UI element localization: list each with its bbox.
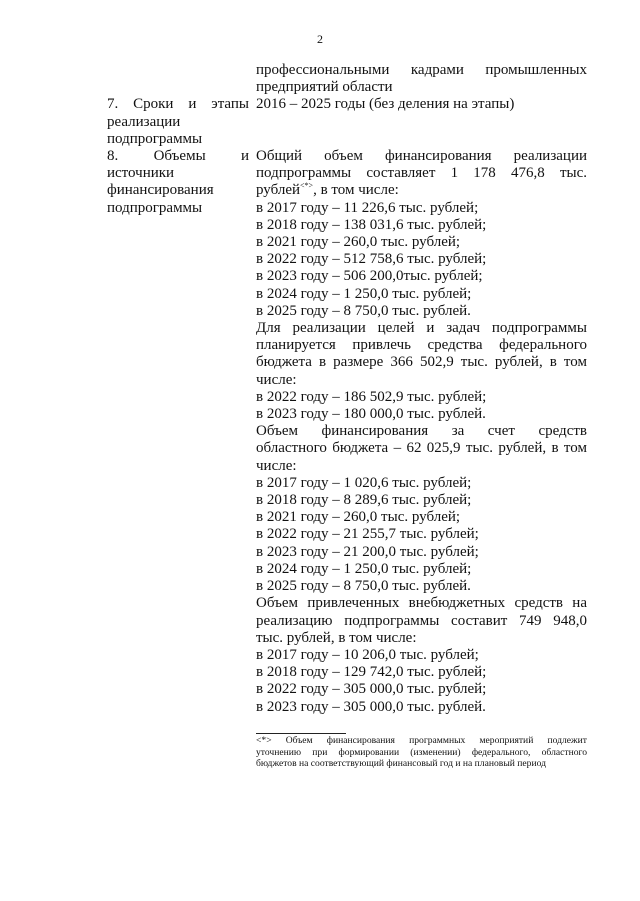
content-line: в 2018 году – 129 742,0 тыс. рублей; xyxy=(256,664,487,681)
row-label-line: подпрограммы xyxy=(107,199,203,216)
row-label-line: 8. Объемы и xyxy=(107,148,249,165)
content-line: числе: xyxy=(256,457,297,474)
content-line: в 2022 году – 305 000,0 тыс. рублей; xyxy=(256,681,487,698)
row-label-line: подпрограммы xyxy=(107,130,203,147)
page-number: 2 xyxy=(317,32,323,46)
content-line: в 2017 году – 1 020,6 тыс. рублей; xyxy=(256,474,472,491)
content-line: в 2022 году – 186 502,9 тыс. рублей; xyxy=(256,388,487,405)
content-line: в 2025 году – 8 750,0 тыс. рублей. xyxy=(256,302,471,319)
content-line: в 2018 году – 138 031,6 тыс. рублей; xyxy=(256,216,487,233)
content-line: в 2017 году – 11 226,6 тыс. рублей; xyxy=(256,199,479,216)
content-line: числе: xyxy=(256,371,297,388)
footnote xyxy=(256,735,587,770)
content-line: 2016 – 2025 годы (без деления на этапы) xyxy=(256,96,515,113)
content-line: в 2021 году – 260,0 тыс. рублей; xyxy=(256,509,461,526)
content-line xyxy=(256,182,587,199)
content-line-text: , в том числе: xyxy=(313,182,399,199)
content-line: в 2024 году – 1 250,0 тыс. рублей; xyxy=(256,560,472,577)
row-label-line: реализации xyxy=(107,113,181,130)
table-row xyxy=(107,62,587,96)
content-line: Объем финансирования за счет средств xyxy=(256,423,587,440)
content-line: предприятий области xyxy=(256,79,393,96)
content-line: тыс. рублей, в том числе: xyxy=(256,629,417,646)
row-label-line: источники xyxy=(107,165,175,182)
content-line: в 2021 году – 260,0 тыс. рублей; xyxy=(256,234,461,251)
content-line: подпрограммы составляет 1 178 476,8 тыс. xyxy=(256,165,587,182)
row-content xyxy=(256,148,587,716)
content-line: в 2023 году – 21 200,0 тыс. рублей; xyxy=(256,543,479,560)
footnote-divider xyxy=(256,733,346,734)
content-line: в 2022 году – 512 758,6 тыс. рублей; xyxy=(256,251,487,268)
content-line: в 2018 году – 8 289,6 тыс. рублей; xyxy=(256,492,472,509)
content-line: областного бюджета – 62 025,9 тыс. рублей, в том xyxy=(256,440,587,457)
content-line: в 2023 году – 180 000,0 тыс. рублей. xyxy=(256,406,486,423)
content-line: в 2024 году – 1 250,0 тыс. рублей; xyxy=(256,285,472,302)
content-line: реализацию подпрограммы составит 749 948,0 xyxy=(256,612,587,629)
content-line: в 2023 году – 506 200,0тыс. рублей; xyxy=(256,268,483,285)
content-line: Объем привлеченных внебюджетных средств на xyxy=(256,595,587,612)
row-label-line: 7. Сроки и этапы xyxy=(107,96,249,113)
row-label xyxy=(107,96,256,148)
row-label xyxy=(107,148,256,716)
row-label xyxy=(107,62,256,96)
passport-table xyxy=(107,62,587,716)
row-content xyxy=(256,96,587,148)
table-row xyxy=(107,148,587,716)
content-line: планируется привлечь средства федерального xyxy=(256,337,587,354)
footnote-line: <*> Объем финансирования программных мероприятий подлежит xyxy=(256,735,587,746)
footnote-reference: <*> xyxy=(300,181,314,191)
content-line: в 2017 году – 10 206,0 тыс. рублей; xyxy=(256,646,479,663)
content-line-text: рублей xyxy=(256,182,301,199)
row-content xyxy=(256,62,587,96)
content-line: в 2022 году – 21 255,7 тыс. рублей; xyxy=(256,526,479,543)
footnote-line: уточнению при формировании (изменении) федерального, областного xyxy=(256,746,587,758)
content-line: в 2025 году – 8 750,0 тыс. рублей. xyxy=(256,578,471,595)
content-line: профессиональными кадрами промышленных xyxy=(256,62,587,78)
footnote-line: бюджетов на соответствующий финансовый год и на плановый период xyxy=(256,758,547,769)
content-line: бюджета в размере 366 502,9 тыс. рублей, в том xyxy=(256,354,587,371)
table-row xyxy=(107,96,587,148)
content-line: Общий объем финансирования реализации xyxy=(256,148,587,165)
row-label-line: финансирования xyxy=(107,182,214,199)
content-line: Для реализации целей и задач подпрограммы xyxy=(256,320,587,337)
content-line: в 2023 году – 305 000,0 тыс. рублей. xyxy=(256,698,486,715)
